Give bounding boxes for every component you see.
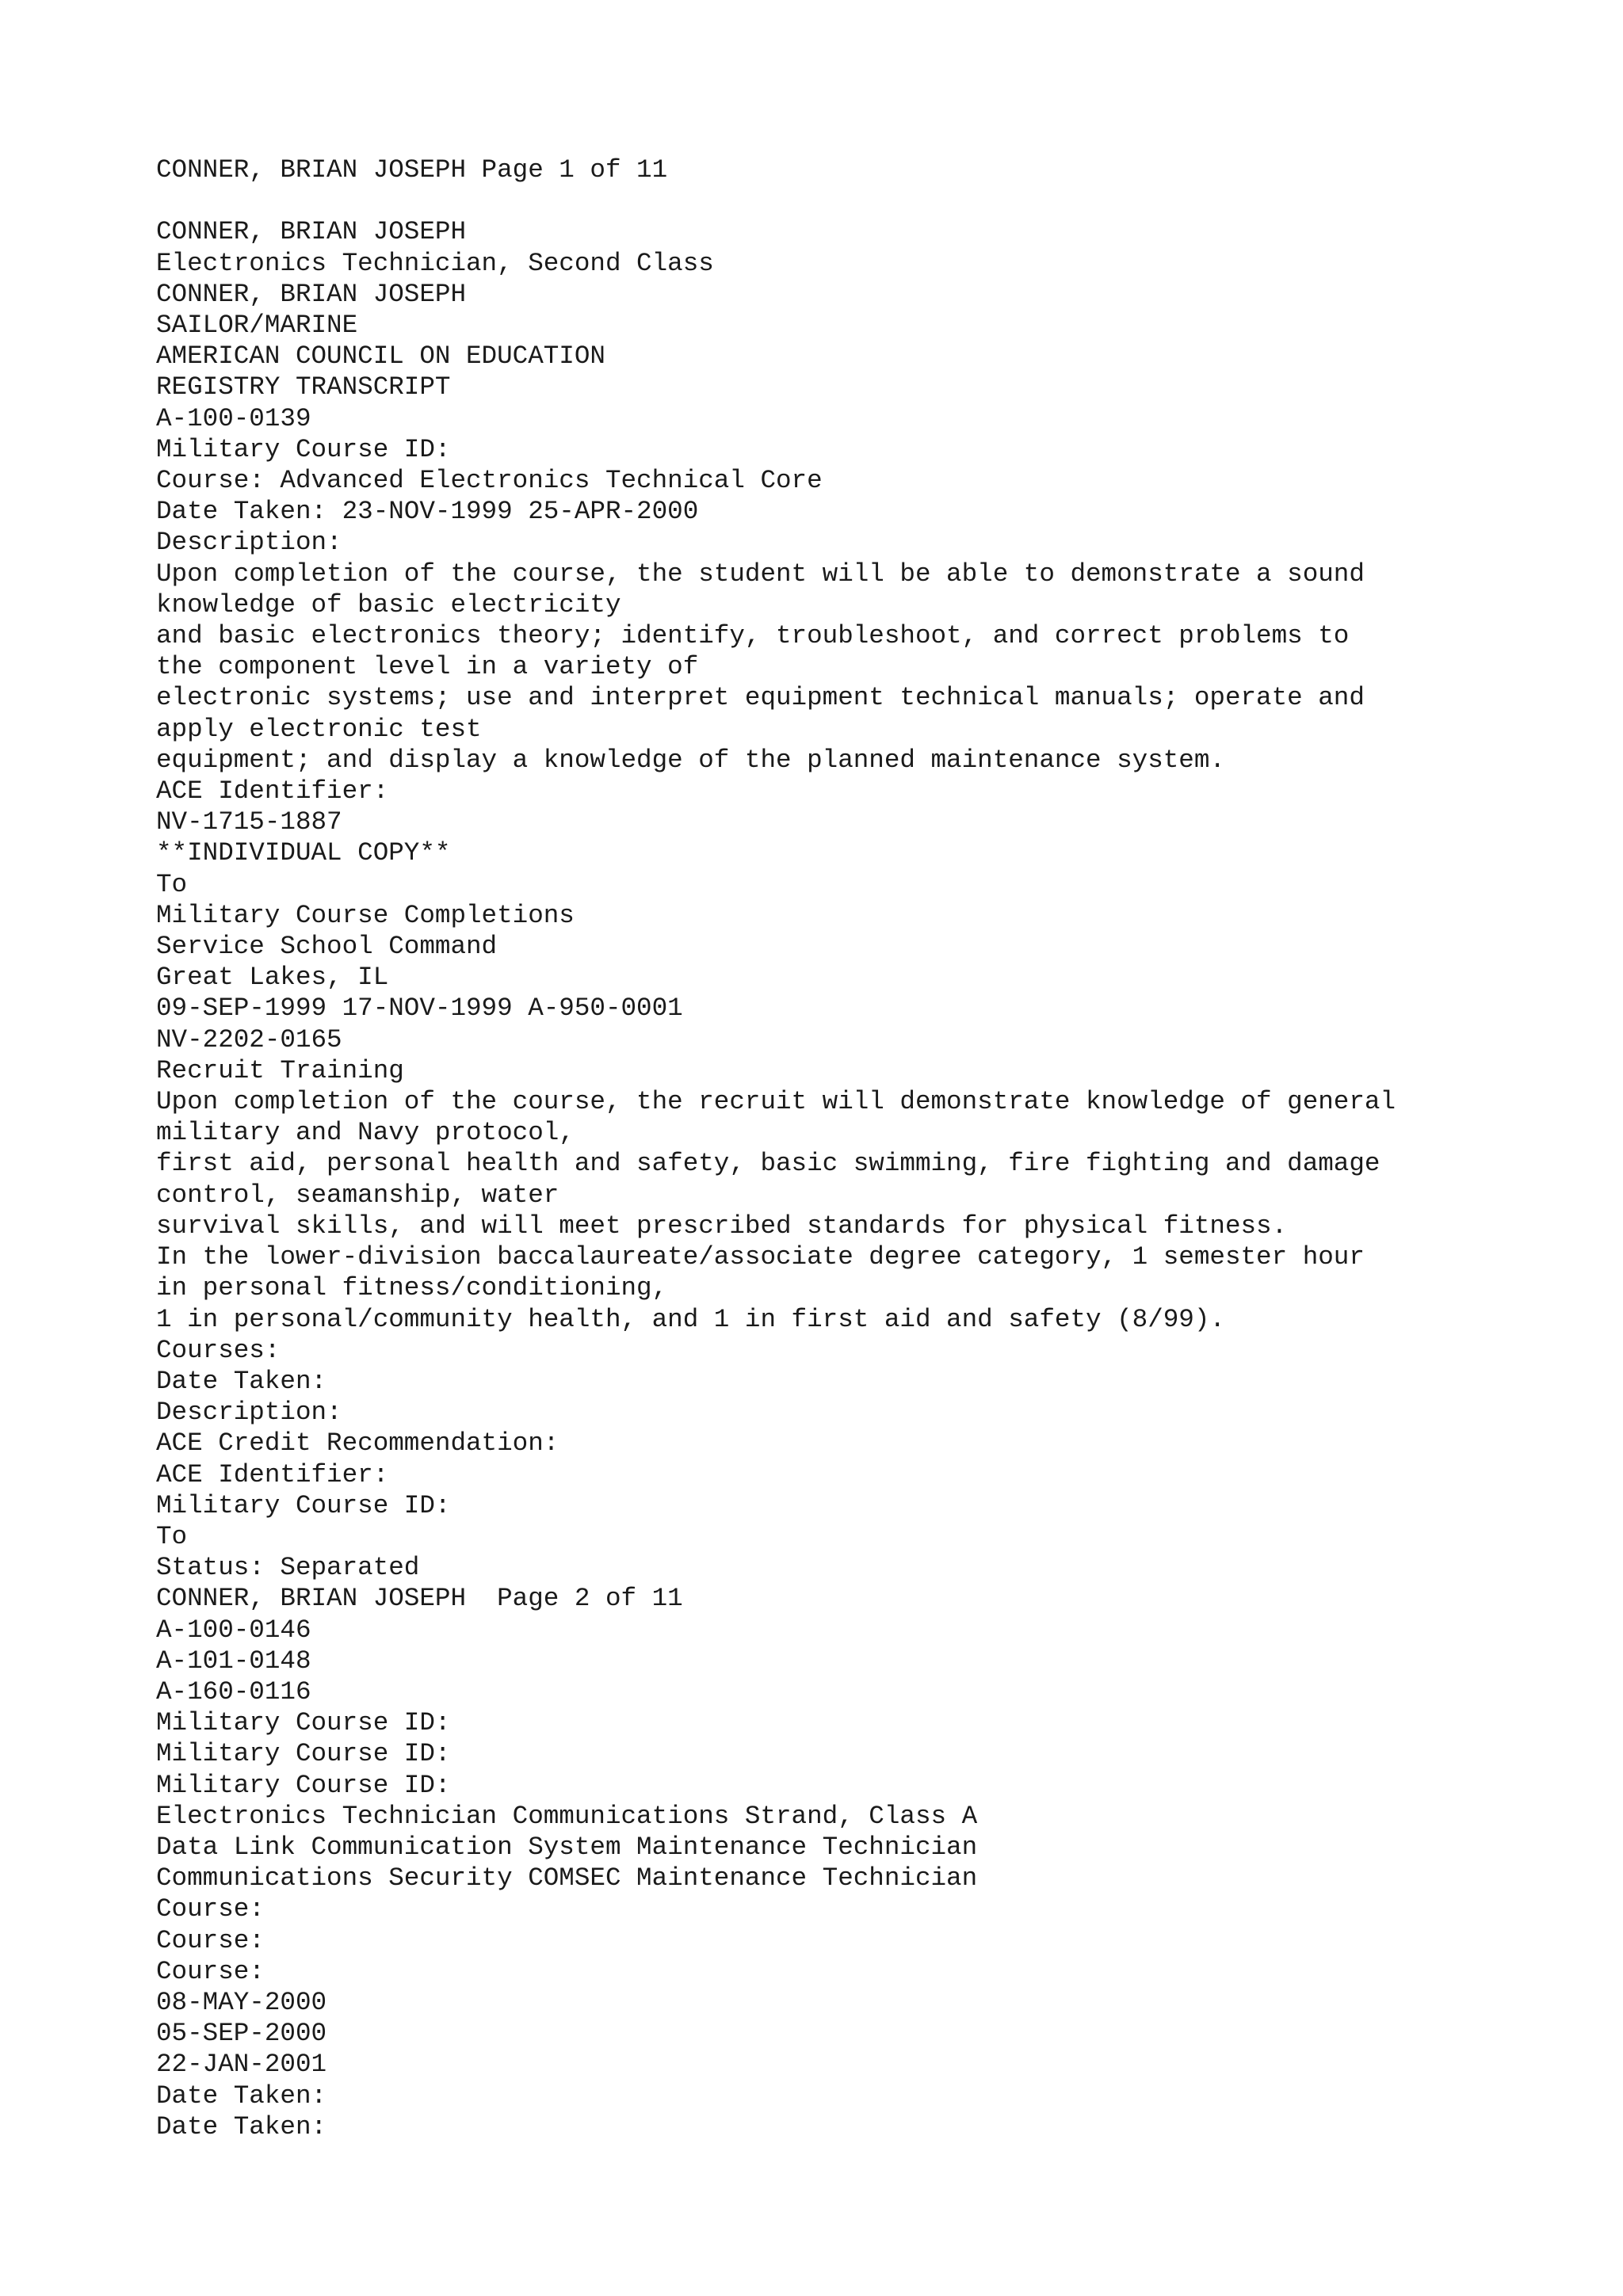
- transcript-line: first aid, personal health and safety, basic swimming, fire fighting and damage: [156, 1149, 1381, 1179]
- transcript-line: Military Course ID:: [156, 1708, 451, 1738]
- transcript-line: military and Navy protocol,: [156, 1118, 575, 1148]
- transcript-line: Great Lakes, IL: [156, 963, 389, 993]
- transcript-line: Communications Security COMSEC Maintenance Technician: [156, 1863, 978, 1894]
- transcript-line: Date Taken:: [156, 1366, 327, 1396]
- transcript-line: apply electronic test: [156, 714, 482, 744]
- transcript-line: CONNER, BRIAN JOSEPH: [156, 279, 467, 309]
- transcript-line: 05-SEP-2000: [156, 2019, 327, 2049]
- transcript-line: Upon completion of the course, the student will be able to demonstrate a sound: [156, 559, 1365, 589]
- transcript-line: Military Course Completions: [156, 900, 575, 930]
- transcript-line: NV-2202-0165: [156, 1024, 342, 1055]
- transcript-line: ACE Identifier:: [156, 1459, 389, 1489]
- transcript-line: Date Taken: 23-NOV-1999 25-APR-2000: [156, 497, 699, 527]
- transcript-line: A-160-0116: [156, 1676, 311, 1707]
- transcript-lines: [156, 216, 1583, 2142]
- transcript-line: Course:: [156, 1894, 265, 1924]
- transcript-line: 09-SEP-1999 17-NOV-1999 A-950-0001: [156, 994, 683, 1024]
- transcript-line: In the lower-division baccalaureate/associate degree category, 1 semester hour: [156, 1242, 1365, 1272]
- transcript-line: CONNER, BRIAN JOSEPH: [156, 217, 467, 247]
- transcript-line: Courses:: [156, 1335, 281, 1365]
- transcript-line: control, seamanship, water: [156, 1180, 559, 1210]
- transcript-line: CONNER, BRIAN JOSEPH Page 2 of 11: [156, 1584, 683, 1614]
- transcript-line: Military Course ID:: [156, 1490, 451, 1520]
- transcript-line: in personal fitness/conditioning,: [156, 1273, 668, 1303]
- transcript-line: ACE Credit Recommendation:: [156, 1428, 559, 1459]
- transcript-line: SAILOR/MARINE: [156, 311, 358, 340]
- transcript-line: Service School Command: [156, 932, 498, 962]
- page-header: CONNER, BRIAN JOSEPH Page 1 of 11: [156, 155, 668, 185]
- transcript-line: Upon completion of the course, the recruit will demonstrate knowledge of general: [156, 1087, 1396, 1117]
- transcript-line: Recruit Training: [156, 1055, 404, 1085]
- transcript-line: A-100-0146: [156, 1615, 311, 1645]
- transcript-line: A-101-0148: [156, 1646, 311, 1676]
- transcript-line: NV-1715-1887: [156, 807, 342, 837]
- transcript-line: Course:: [156, 1956, 265, 1986]
- transcript-line: A-100-0139: [156, 403, 311, 433]
- transcript-line: Date Taken:: [156, 2081, 327, 2111]
- transcript-line: REGISTRY TRANSCRIPT: [156, 372, 451, 402]
- transcript-line: Description:: [156, 1398, 342, 1428]
- transcript-line: ACE Identifier:: [156, 776, 389, 807]
- transcript-line: knowledge of basic electricity: [156, 589, 621, 620]
- transcript-line: Electronics Technician, Second Class: [156, 248, 714, 278]
- transcript-line: Electronics Technician Communications Strand, Class A: [156, 1801, 978, 1831]
- header-spacer: [156, 185, 1583, 216]
- transcript-line: Description:: [156, 528, 342, 558]
- transcript-line: AMERICAN COUNCIL ON EDUCATION: [156, 341, 605, 372]
- transcript-line: 08-MAY-2000: [156, 1987, 327, 2017]
- transcript-line: Military Course ID:: [156, 1739, 451, 1769]
- transcript-line: survival skills, and will meet prescribed standards for physical fitness.: [156, 1211, 1288, 1241]
- transcript-line: Data Link Communication System Maintenance Technician: [156, 1832, 978, 1862]
- transcript-line: Course: Advanced Electronics Technical Core: [156, 466, 823, 496]
- transcript-line: To: [156, 869, 188, 899]
- transcript-line: equipment; and display a knowledge of the planned maintenance system.: [156, 745, 1225, 775]
- transcript-line: Course:: [156, 1925, 265, 1955]
- transcript-line: and basic electronics theory; identify, troubleshoot, and correct problems to: [156, 621, 1350, 651]
- transcript-text: [156, 154, 1583, 2142]
- transcript-line: To: [156, 1521, 188, 1551]
- transcript-line: Military Course ID:: [156, 1770, 451, 1800]
- transcript-line: Date Taken:: [156, 2111, 327, 2142]
- transcript-line: the component level in a variety of: [156, 652, 699, 682]
- transcript-line: **INDIVIDUAL COPY**: [156, 838, 451, 868]
- transcript-line: 22-JAN-2001: [156, 2050, 327, 2080]
- transcript-line: Military Course ID:: [156, 434, 451, 464]
- transcript-line: Status: Separated: [156, 1553, 420, 1583]
- transcript-line: electronic systems; use and interpret equipment technical manuals; operate and: [156, 683, 1365, 713]
- transcript-line: 1 in personal/community health, and 1 in first aid and safety (8/99).: [156, 1304, 1225, 1334]
